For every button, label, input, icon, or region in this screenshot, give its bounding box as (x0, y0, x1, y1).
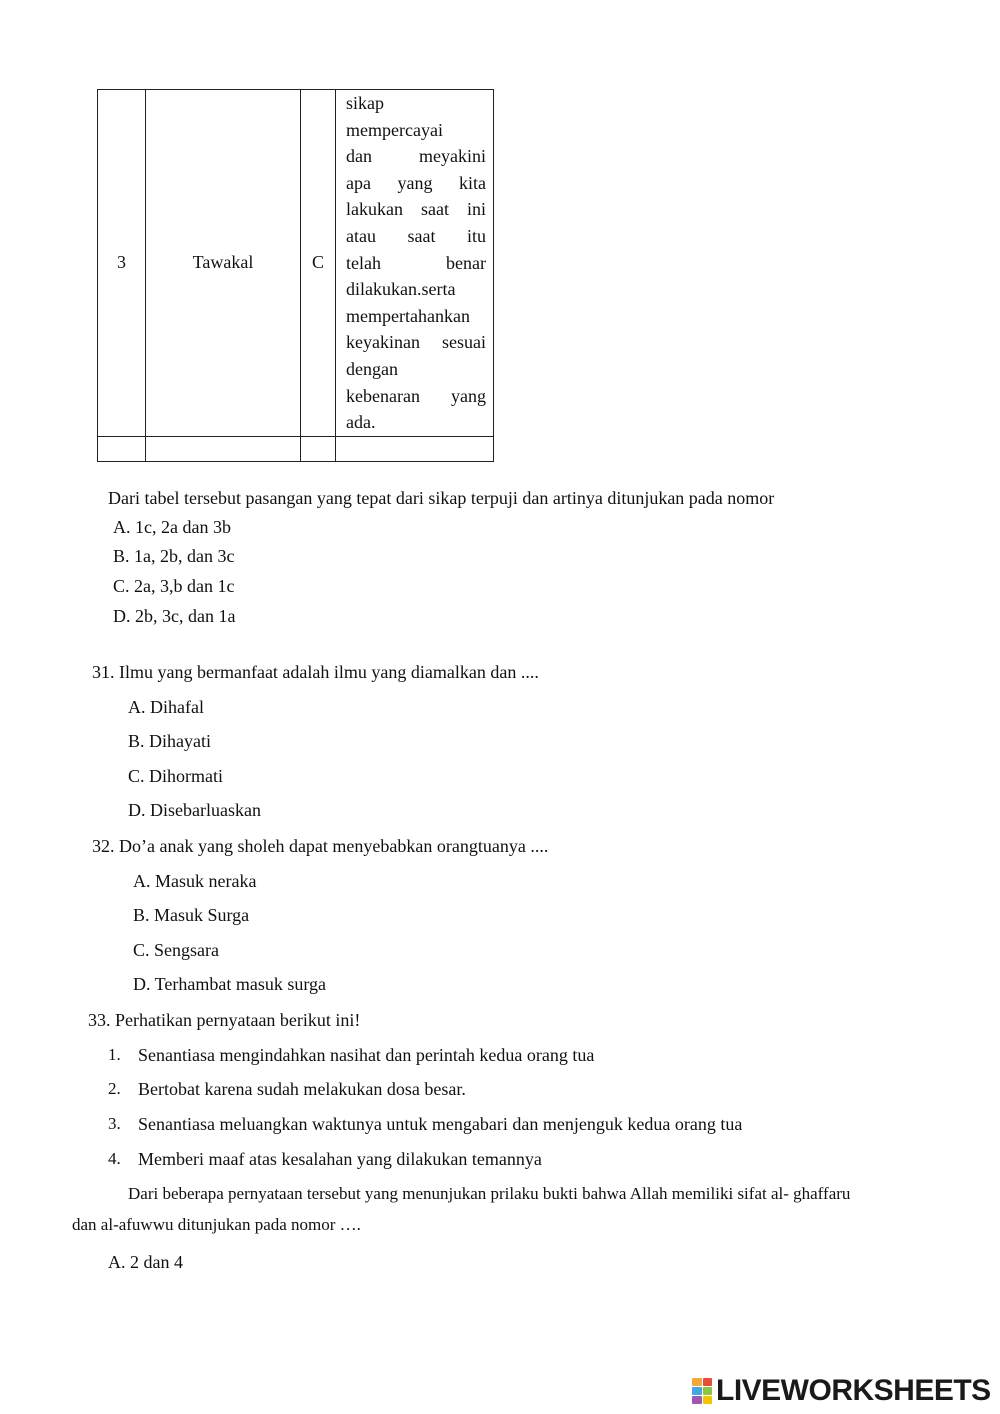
q31-option-d[interactable]: D. Disebarluaskan (128, 800, 261, 820)
q30-option-c[interactable]: C. 2a, 3,b dan 1c (113, 576, 235, 596)
description-line: sikap (346, 93, 384, 113)
liveworksheets-mark-icon (692, 1378, 712, 1404)
q31-option-b[interactable]: B. Dihayati (128, 731, 211, 751)
q30-stem: Dari tabel tersebut pasangan yang tepat dari sikap terpuji dan artinya ditunjukan pada nomor (108, 488, 775, 508)
q33-statement-4: Memberi maaf atas kesalahan yang dilakukan temannya (138, 1149, 542, 1169)
q30-option-b[interactable]: B. 1a, 2b, dan 3c (113, 546, 235, 566)
q33-statement-1: Senantiasa mengindahkan nasihat dan perintah kedua orang tua (138, 1045, 595, 1065)
row-name: Tawakal (146, 90, 301, 437)
q32-option-d[interactable]: D. Terhambat masuk surga (133, 974, 327, 994)
q32-stem: 32. Do’a anak yang sholeh dapat menyebabkan orangtuanya .... (92, 836, 549, 856)
row-key: C (301, 90, 336, 437)
q32-option-a[interactable]: A. Masuk neraka (133, 871, 257, 891)
q31-option-a[interactable]: A. Dihafal (128, 697, 204, 717)
q33-statement-3-num: 3. (108, 1114, 121, 1133)
q31-stem: 31. Ilmu yang bermanfaat adalah ilmu yang diamalkan dan .... (92, 662, 539, 682)
table-row (98, 90, 494, 437)
description-text (336, 90, 493, 436)
q33-statement-2-num: 2. (108, 1079, 121, 1098)
q33-statement-1-num: 1. (108, 1045, 121, 1064)
q31-option-c[interactable]: C. Dihormati (128, 766, 223, 786)
q30-option-d[interactable]: D. 2b, 3c, dan 1a (113, 606, 236, 626)
q33-question-line1: Dari beberapa pernyataan tersebut yang menunjukan prilaku bukti bahwa Allah memiliki sifat al- ghaffaru (128, 1184, 851, 1203)
q32-option-c[interactable]: C. Sengsara (133, 940, 219, 960)
logo-tile (703, 1396, 713, 1404)
description-line: ada. (346, 412, 376, 433)
q33-statement-3: Senantiasa meluangkan waktunya untuk mengabari dan menjenguk kedua orang tua (138, 1114, 743, 1134)
definition-table (97, 89, 494, 462)
q33-question-line2: dan al-afuwwu ditunjukan pada nomor …. (72, 1215, 361, 1234)
logo-tile (692, 1396, 702, 1404)
description-line: dilakukan.serta (346, 279, 456, 300)
logo-text: LIVEWORKSHEETS (716, 1374, 991, 1407)
q33-option-a[interactable]: A. 2 dan 4 (108, 1252, 183, 1272)
description-line: lakukan saat ini (346, 199, 486, 220)
description-line: dan meyakini (346, 146, 486, 167)
logo-tile (703, 1387, 713, 1395)
logo-tile (692, 1387, 702, 1395)
description-line: apa yang kita (346, 172, 486, 193)
q33-stem: 33. Perhatikan pernyataan berikut ini! (88, 1010, 361, 1030)
q30-option-a[interactable]: A. 1c, 2a dan 3b (113, 517, 231, 537)
logo-tile (692, 1378, 702, 1386)
description-line: mempertahankan (346, 305, 470, 326)
description-line: dengan (346, 358, 398, 379)
row-description (336, 90, 494, 437)
q32-option-b[interactable]: B. Masuk Surga (133, 905, 250, 925)
description-line: atau saat itu (346, 225, 486, 246)
liveworksheets-logo (692, 1375, 991, 1407)
row-number: 3 (98, 90, 146, 437)
logo-tile (703, 1378, 713, 1386)
description-line: kebenaran yang (346, 385, 486, 406)
description-line: telah benar (346, 252, 486, 273)
q33-statement-2: Bertobat karena sudah melakukan dosa besar. (138, 1079, 466, 1099)
description-line: mempercayai (346, 119, 443, 140)
q33-statement-4-num: 4. (108, 1149, 121, 1168)
description-line: keyakinan sesuai (346, 332, 486, 353)
table-row-empty (98, 436, 494, 461)
